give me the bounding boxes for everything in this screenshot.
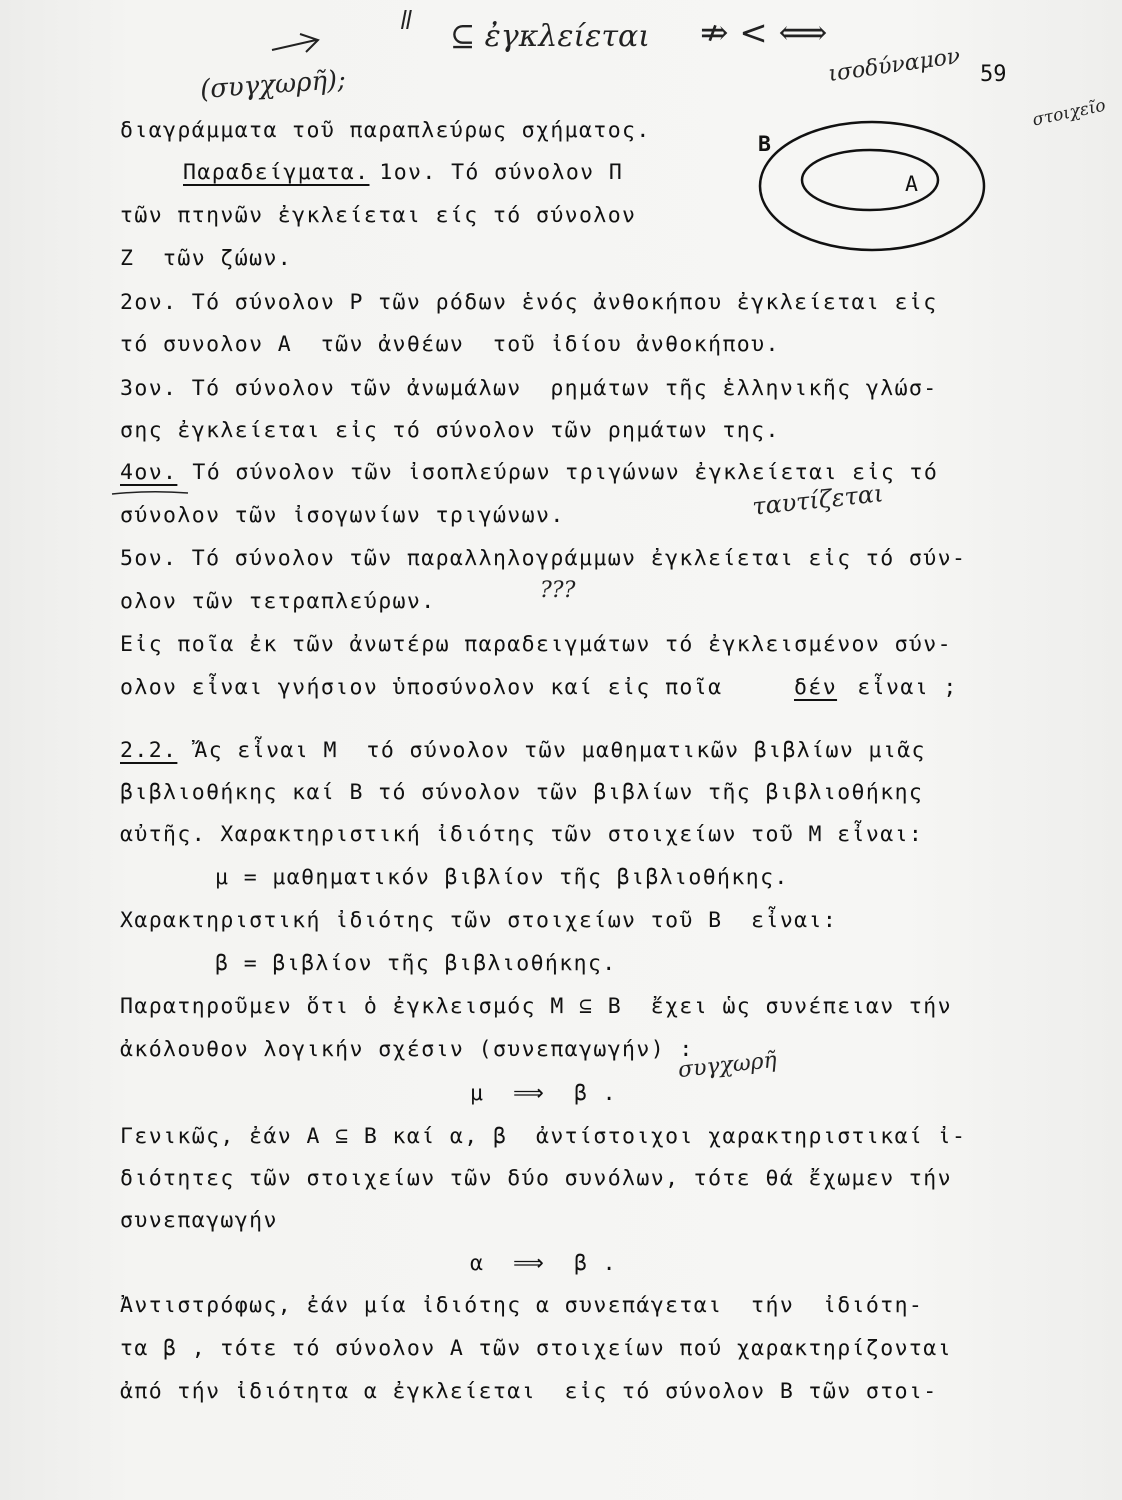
emphasis-den: δέν <box>794 675 838 700</box>
text-line: ολον τῶν τετραπλεύρων. <box>120 589 436 614</box>
text-line: Ζ τῶν ζώων. <box>120 246 293 271</box>
section-number-2-2: 2.2. <box>120 738 178 763</box>
text-line: 3ον. Τό σύνολον τῶν ἀνωμάλων ρημάτων τῆς ἑλληνικῆς γλώσ- <box>120 376 938 401</box>
section-heading-examples: Παραδείγματα. <box>183 160 370 185</box>
text-line: βιβλιοθήκης καί Β τό σύνολον τῶν βιβλίων τῆς βιβλιοθήκης <box>120 780 924 805</box>
text-line: σης ἐγκλείεται εἰς τό σύνολον τῶν ρημάτων της. <box>120 418 780 443</box>
text-line: ἀπό τήν ἰδιότητα α ἐγκλείεται εἰς τό σύνολον Β τῶν στοι- <box>120 1379 938 1404</box>
text-line: τα β , τότε τό σύνολον Α τῶν στοιχείων πού χαρακτηρίζονται <box>120 1336 952 1361</box>
implication-formula: α ⟹ β . <box>470 1251 617 1276</box>
handwritten-note-arrows: ⇏ < ⟺ <box>700 13 828 53</box>
implication-formula: μ ⟹ β . <box>470 1081 617 1106</box>
text-line: διότητες τῶν στοιχείων τῶν δύο συνόλων, τότε θά ἔχωμεν τήν <box>120 1166 952 1191</box>
text-line: εἶναι ; <box>843 675 958 700</box>
handwritten-note-left: (συγχωρῆ); <box>199 64 347 106</box>
text-line: β = βιβλίον τῆς βιβλιοθήκης. <box>215 951 617 976</box>
text-line: Εἰς ποῖα ἐκ τῶν ἀνωτέρω παραδειγμάτων τό ἐγκλεισμένον σύν- <box>120 632 952 657</box>
set-inclusion-diagram <box>740 110 1000 270</box>
text-line: 1ον. Τό σύνολον Π <box>365 160 624 185</box>
example-number-4: 4ον. <box>120 460 178 485</box>
text-line: σύνολον τῶν ἰσογωνίων τριγώνων. <box>120 503 565 528</box>
text-line: διαγράμματα τοῦ παραπλεύρως σχήματος. <box>120 118 651 143</box>
handwritten-note-subset: ⊆ ἐγκλείεται <box>450 19 650 54</box>
text-line: συνεπαγωγήν <box>120 1208 278 1233</box>
handwritten-arrow-icon <box>270 30 330 60</box>
outer-set-ellipse <box>760 122 984 250</box>
handwritten-note-question-marks: ??? <box>540 578 576 603</box>
text-line: Ἄς εἶναι Μ τό σύνολον τῶν μαθηματικῶν βιβλίων μιᾶς <box>180 738 926 763</box>
text-line: τῶν πτηνῶν ἐγκλείεται είς τό σύνολον <box>120 203 637 228</box>
handwritten-note-symbols: ǁ <box>400 6 413 36</box>
handwritten-note-tautizetai: ταυτίζεται <box>750 479 885 521</box>
text-line: Παρατηροῦμεν ὅτι ὁ ἐγκλεισμός Μ ⊆ Β ἔχει ὡς συνέπειαν τήν <box>120 994 952 1019</box>
diagram-label-inner: Α <box>905 172 920 197</box>
text-line: Ἀντιστρόφως, ἐάν μία ἰδιότης α συνεπάγεται τήν ἰδιότη- <box>120 1293 924 1318</box>
text-line: ολον εἶναι γνήσιον ὑποσύνολον καί εἰς ποῖα <box>120 675 737 700</box>
text-line: ἀκόλουθον λογικήν σχέσιν (συνεπαγωγήν) : <box>120 1037 694 1062</box>
text-line: τό συνολον Α τῶν ἀνθέων τοῦ ἰδίου ἀνθοκήπου. <box>120 332 780 357</box>
page-number: 59 <box>980 62 1007 87</box>
text-line: Γενικῶς, ἐάν Α ⊆ Β καί α, β ἀντίστοιχοι χαρακτηριστικαί ἰ- <box>120 1124 967 1149</box>
text-line: 2ον. Τό σύνολον Ρ τῶν ρόδων ἑνός ἀνθοκήπου ἐγκλείεται εἰς <box>120 290 938 315</box>
text-line: 5ον. Τό σύνολον τῶν παραλληλογράμμων ἐγκλείεται εἰς τό σύν- <box>120 546 967 571</box>
text-line: Τό σύνολον τῶν ἰσοπλεύρων τριγώνων ἐγκλείεται εἰς τό <box>178 460 939 485</box>
text-line: μ = μαθηματικόν βιβλίον τῆς βιβλιοθήκης. <box>215 865 789 890</box>
handwritten-note-sygxoro: συγχωρῆ <box>676 1047 778 1084</box>
text-line: Χαρακτηριστική ἰδιότης τῶν στοιχείων τοῦ Β εἶναι: <box>120 908 838 933</box>
handwritten-note-right: στοιχεῖο <box>1030 95 1108 131</box>
diagram-label-outer: Β <box>758 132 773 157</box>
text-line: αὐτῆς. Χαρακτηριστική ἰδιότης τῶν στοιχείων τοῦ Μ εἶναι: <box>120 822 924 847</box>
handwritten-underline-stroke <box>110 488 190 498</box>
handwritten-note-isodynamon: ισοδύναμον <box>826 43 962 88</box>
